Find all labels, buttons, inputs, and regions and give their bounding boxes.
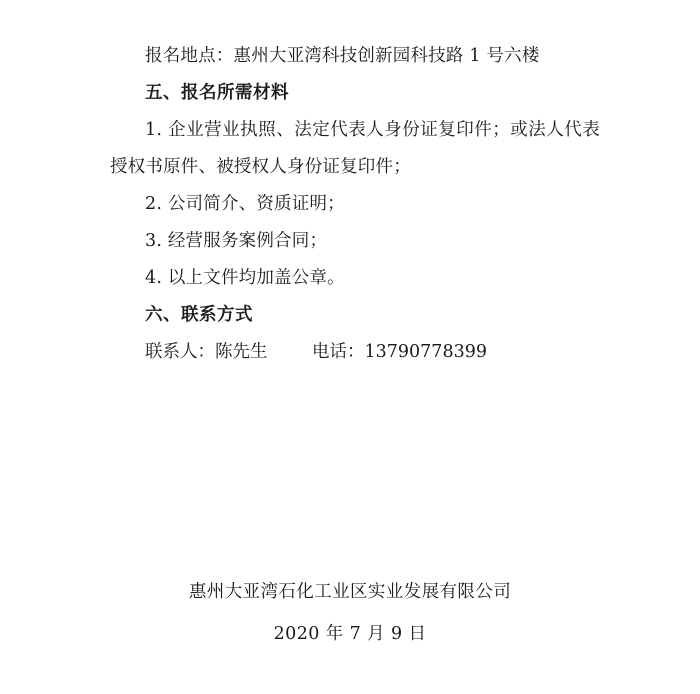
signature-date: 2020 年 7 月 9 日 <box>273 624 427 644</box>
section-five-item-3: 3. 经营服务案例合同； <box>145 231 328 251</box>
registration-location-line: 报名地点：惠州大亚湾科技创新园科技路 1 号六楼 <box>145 46 540 66</box>
contact-person-and-phone: 联系人：陈先生 电话：13790778399 <box>145 342 487 362</box>
section-heading-six: 六、联系方式 <box>145 305 253 325</box>
section-five-item-4: 4. 以上文件均加盖公章。 <box>145 268 345 288</box>
section-heading-five: 五、报名所需材料 <box>145 83 289 103</box>
section-five-item-2: 2. 公司简介、资质证明； <box>145 194 345 214</box>
signature-company-name: 惠州大亚湾石化工业区实业发展有限公司 <box>188 582 512 602</box>
section-five-item-1: 1. 企业营业执照、法定代表人身份证复印件；或法人代表授权书原件、被授权人身份证复印件； <box>110 120 600 177</box>
